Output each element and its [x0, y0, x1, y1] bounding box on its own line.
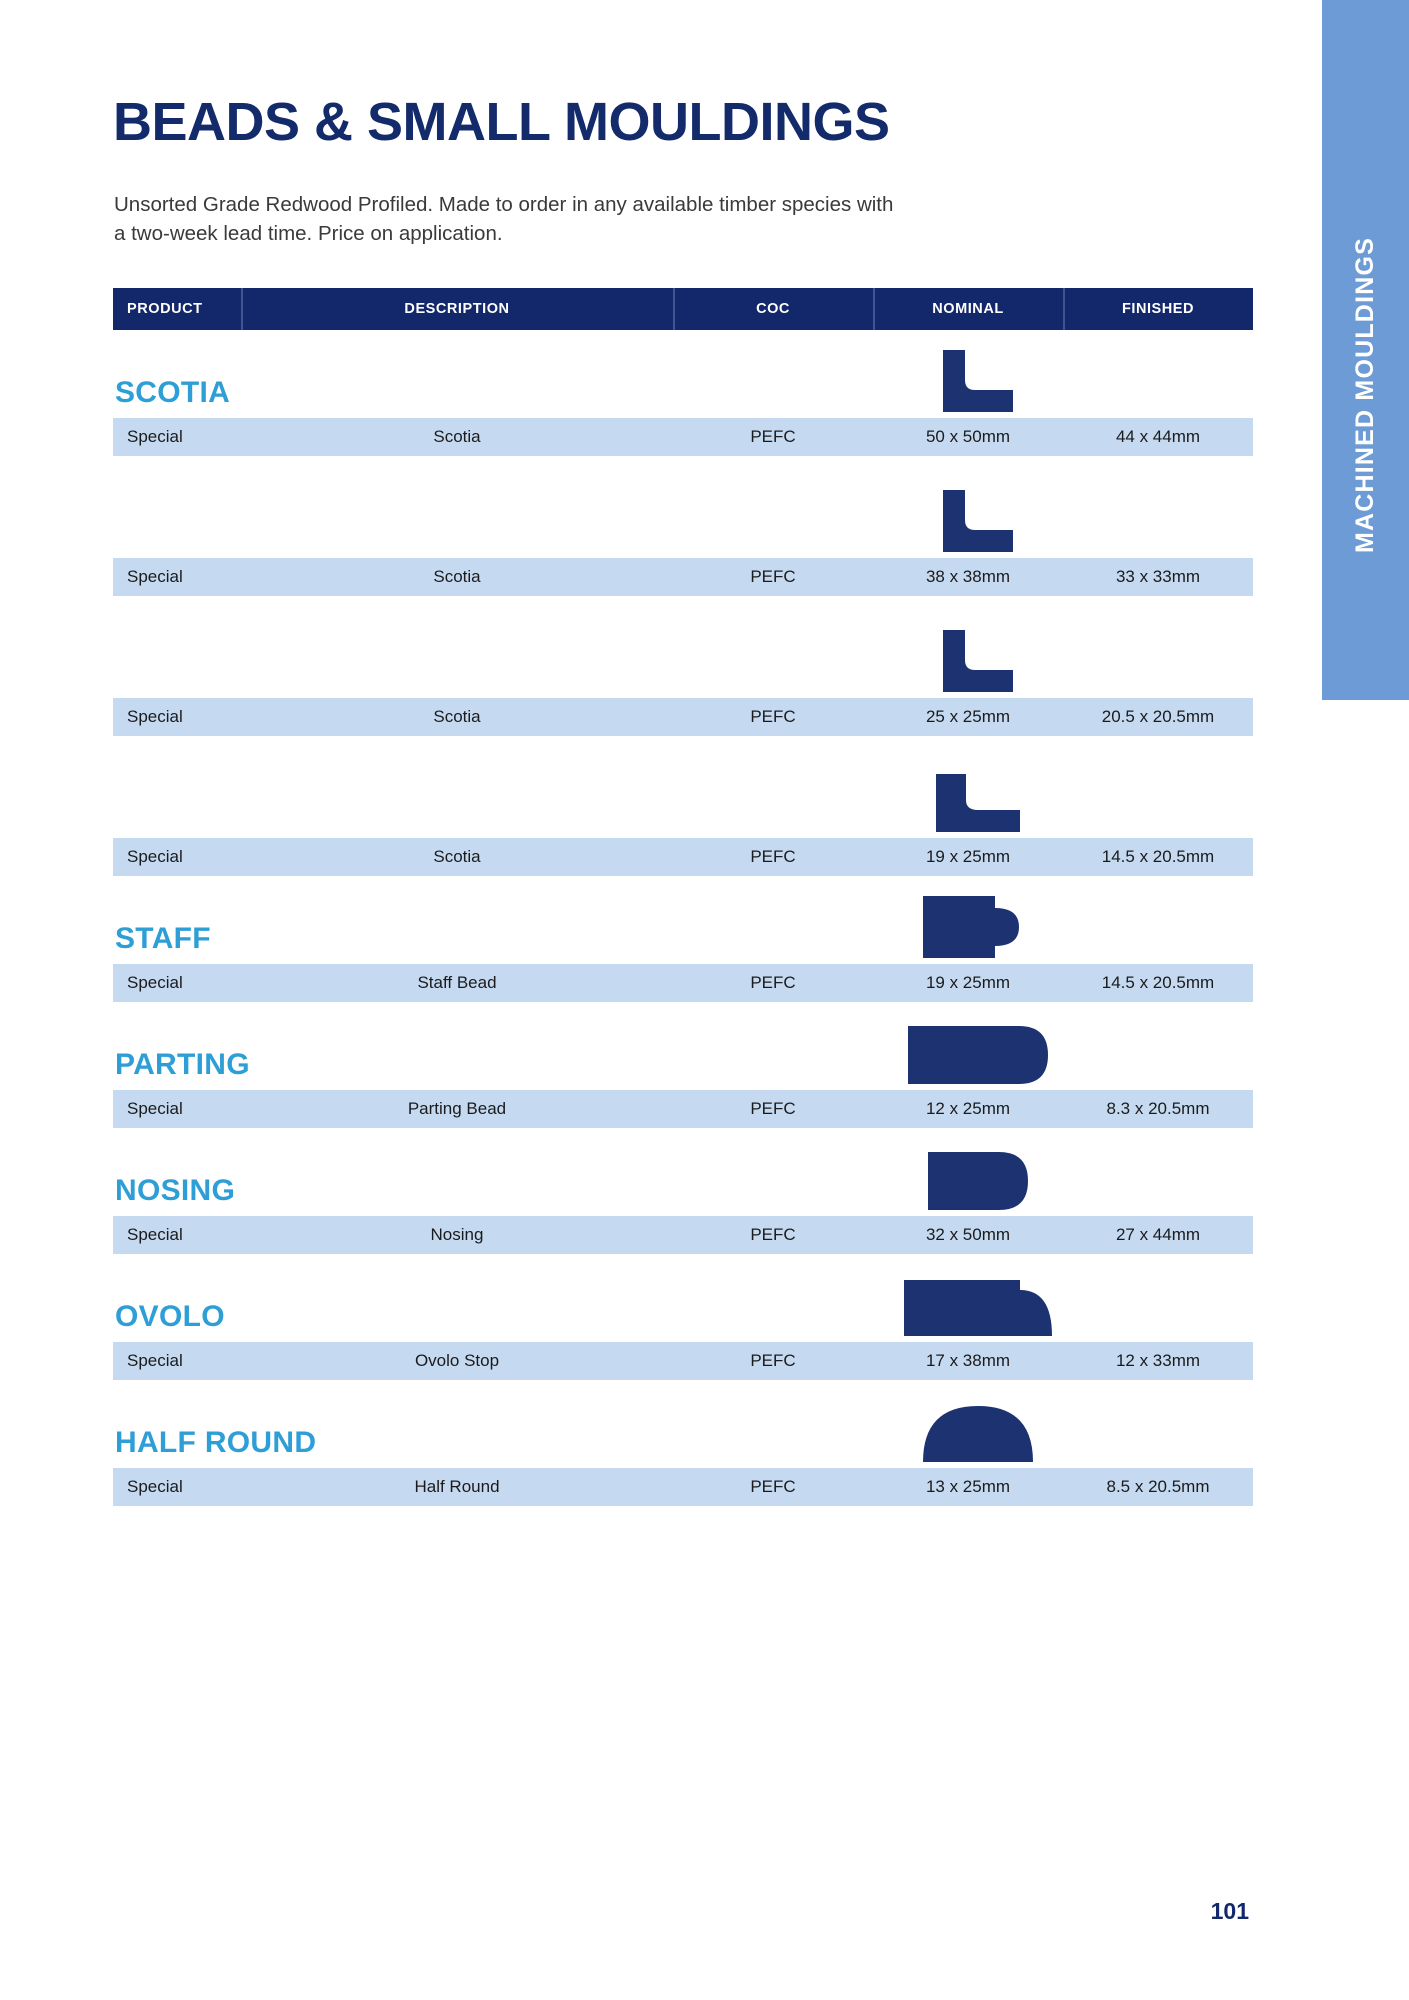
- column-header-product: PRODUCT: [127, 301, 203, 317]
- cell-description: Scotia: [433, 847, 481, 866]
- cell-description: Scotia: [433, 567, 481, 586]
- table-header-row: [113, 288, 1253, 330]
- table-row: [113, 964, 1253, 1002]
- column-header-description: DESCRIPTION: [241, 288, 673, 330]
- table-row: [113, 558, 1253, 596]
- cell-description: Half Round: [414, 1477, 500, 1496]
- table-row: [113, 1216, 1253, 1254]
- section-heading-block: [113, 876, 1253, 964]
- table-row: [113, 1342, 1253, 1380]
- column-header-finished: FINISHED: [1063, 288, 1253, 330]
- cell-product: Special: [127, 707, 183, 726]
- profile-block: [113, 736, 1253, 838]
- table-row: [113, 698, 1253, 736]
- mouldings-table: [113, 288, 1253, 1506]
- cell-description: Nosing: [430, 1225, 484, 1244]
- cell-finished: 14.5 x 20.5mm: [1101, 847, 1215, 866]
- cell-coc: PEFC: [750, 567, 796, 586]
- cell-coc: PEFC: [750, 973, 796, 992]
- cell-finished: 8.3 x 20.5mm: [1106, 1099, 1210, 1118]
- side-tab-label: MACHINED MOULDINGS: [1351, 236, 1379, 554]
- section-title: OVOLO: [115, 1300, 225, 1333]
- table-row: [113, 838, 1253, 876]
- section-title: SCOTIA: [115, 376, 231, 409]
- profile-diagram-parting: [813, 988, 1143, 1084]
- cell-coc: PEFC: [750, 847, 796, 866]
- cell-product: Special: [127, 567, 183, 586]
- table-row: [113, 1468, 1253, 1506]
- cell-finished: 33 x 33mm: [1115, 567, 1201, 586]
- cell-nominal: 17 x 38mm: [925, 1351, 1011, 1370]
- cell-finished: 20.5 x 20.5mm: [1101, 707, 1215, 726]
- profile-diagram-staff: [813, 862, 1143, 958]
- section-title: HALF ROUND: [115, 1426, 317, 1459]
- profile-block: [113, 596, 1253, 698]
- section-title: PARTING: [115, 1048, 250, 1081]
- cell-nominal: 25 x 25mm: [925, 707, 1011, 726]
- cell-coc: PEFC: [750, 1477, 796, 1496]
- cell-nominal: 19 x 25mm: [925, 973, 1011, 992]
- column-header-nominal: NOMINAL: [873, 288, 1063, 330]
- section-nosing: [113, 1128, 1253, 1254]
- cell-finished: 12 x 33mm: [1115, 1351, 1201, 1370]
- cell-product: Special: [127, 1351, 183, 1370]
- cell-finished: 8.5 x 20.5mm: [1106, 1477, 1210, 1496]
- cell-nominal: 13 x 25mm: [925, 1477, 1011, 1496]
- section-heading-block: [113, 330, 1253, 418]
- section-heading-block: [113, 1254, 1253, 1342]
- page-title: BEADS & SMALL MOULDINGS: [113, 92, 890, 152]
- profile-diagram-ovolo: [813, 1240, 1143, 1336]
- cell-description: Staff Bead: [417, 973, 497, 992]
- side-tab-machined-mouldings: [1322, 0, 1409, 700]
- profile-diagram-nosing: [813, 1114, 1143, 1210]
- table-body: [113, 330, 1253, 1506]
- profile-diagram-scotia: [813, 316, 1143, 412]
- cell-finished: 14.5 x 20.5mm: [1101, 973, 1215, 992]
- cell-nominal: 19 x 25mm: [925, 847, 1011, 866]
- cell-description: Scotia: [433, 707, 481, 726]
- table-row: [113, 1090, 1253, 1128]
- cell-coc: PEFC: [750, 707, 796, 726]
- section-staff: [113, 876, 1253, 1002]
- cell-description: Scotia: [433, 427, 481, 446]
- section-title: STAFF: [115, 922, 211, 955]
- cell-coc: PEFC: [750, 1351, 796, 1370]
- cell-nominal: 32 x 50mm: [925, 1225, 1011, 1244]
- table-row: [113, 418, 1253, 456]
- cell-coc: PEFC: [750, 427, 796, 446]
- section-heading-block: [113, 1002, 1253, 1090]
- profile-diagram-scotia: [813, 456, 1143, 552]
- cell-finished: 44 x 44mm: [1115, 427, 1201, 446]
- cell-coc: PEFC: [750, 1099, 796, 1118]
- cell-product: Special: [127, 427, 183, 446]
- cell-nominal: 38 x 38mm: [925, 567, 1011, 586]
- section-title: NOSING: [115, 1174, 236, 1207]
- section-ovolo: [113, 1254, 1253, 1380]
- profile-diagram-scotia: [813, 596, 1143, 692]
- cell-nominal: 50 x 50mm: [925, 427, 1011, 446]
- cell-description: Parting Bead: [407, 1099, 507, 1118]
- cell-product: Special: [127, 973, 183, 992]
- column-header-coc: COC: [673, 288, 873, 330]
- cell-finished: 27 x 44mm: [1115, 1225, 1201, 1244]
- profile-diagram-half-round: [813, 1366, 1143, 1462]
- cell-coc: PEFC: [750, 1225, 796, 1244]
- section-parting: [113, 1002, 1253, 1128]
- cell-description: Ovolo Stop: [414, 1351, 500, 1370]
- section-half-round: [113, 1380, 1253, 1506]
- profile-diagram-scotia-wide: [813, 736, 1143, 832]
- cell-product: Special: [127, 1477, 183, 1496]
- profile-block: [113, 456, 1253, 558]
- section-heading-block: [113, 1128, 1253, 1216]
- cell-product: Special: [127, 847, 183, 866]
- page-number: 101: [1210, 1898, 1249, 1924]
- section-heading-block: [113, 1380, 1253, 1468]
- section-scotia: [113, 330, 1253, 876]
- page-subtitle: Unsorted Grade Redwood Profiled. Made to order in any available timber species with a two-week lead time. Price on application.: [114, 193, 894, 246]
- cell-nominal: 12 x 25mm: [925, 1099, 1011, 1118]
- cell-product: Special: [127, 1099, 183, 1118]
- cell-product: Special: [127, 1225, 183, 1244]
